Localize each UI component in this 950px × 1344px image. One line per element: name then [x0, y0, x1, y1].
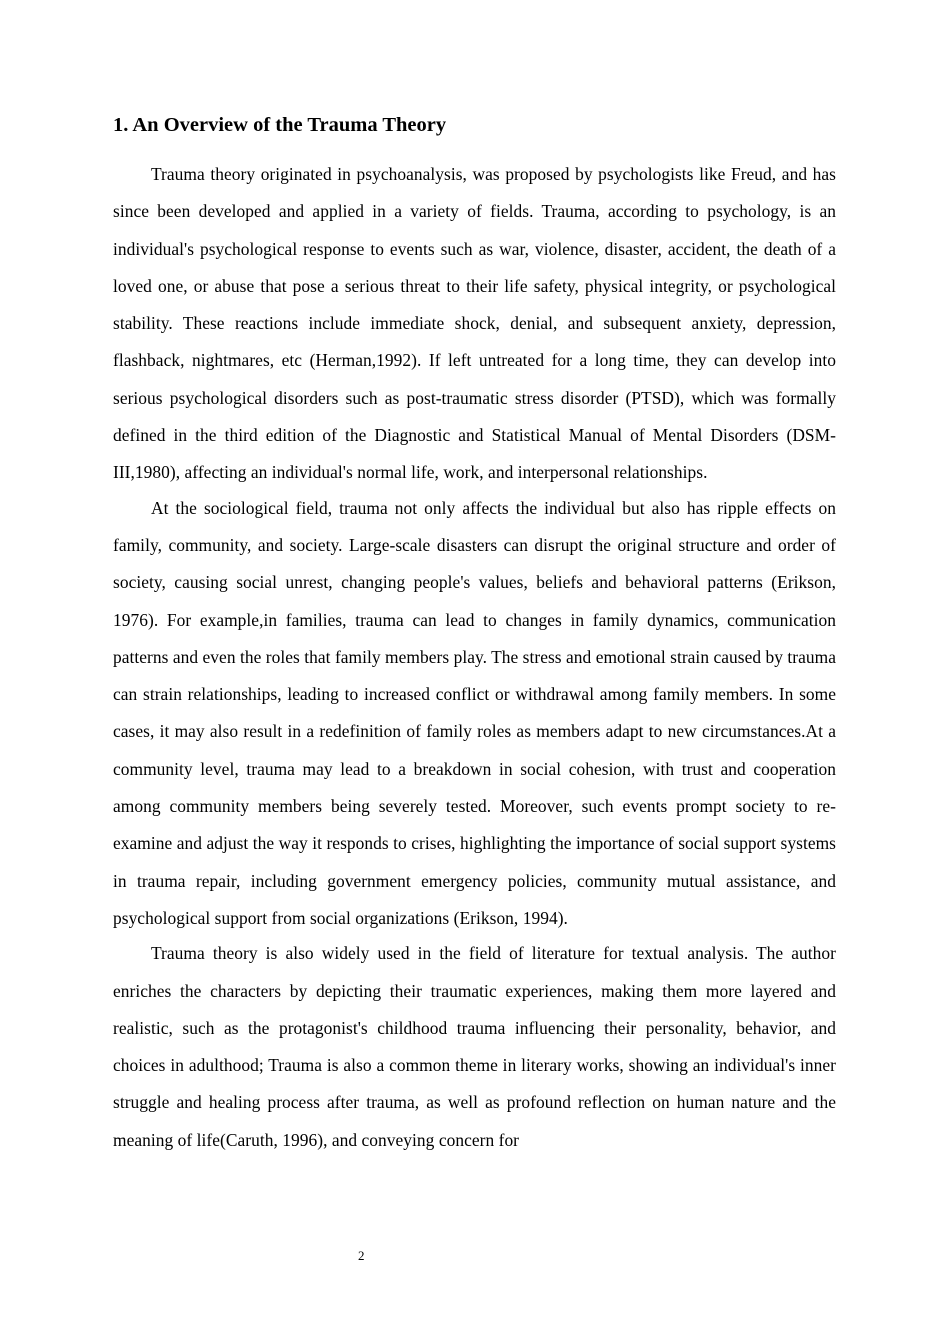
- page-number: 2: [358, 1248, 365, 1263]
- paragraph-trauma-psychology: Trauma theory originated in psychoanalysis, was proposed by psychologists like Freud, and has since been developed and applied in a variety of fields. Trauma, according to psychology, is an individual's psychological response to events such as war, violence, disaster, accident, the death of a loved one, or abuse that pose a serious threat to their life safety, physical integrity, or psychological stability. These reactions include immediate shock, denial, and subsequent anxiety, depression, flashback, nightmares, etc (Herman,1992). If left untreated for a long time, they can develop into serious psychological disorders such as post-traumatic stress disorder (PTSD), which was formally defined in the third edition of the Diagnostic and Statistical Manual of Mental Disorders (DSM-III,1980), affecting an individual's normal life, work, and interpersonal relationships.: [113, 164, 836, 483]
- paragraph-trauma-literature: Trauma theory is also widely used in the field of literature for textual analysis. The author enriches the characters by depicting their traumatic experiences, making them more layered and realistic, such as the protagonist's childhood trauma influencing their personality, behavior, and choices in adulthood; Trauma is also a common theme in literary works, showing an individual's inner struggle and healing process after trauma, as well as profound reflection on human nature and the meaning of life(Caruth, 1996), and conveying concern for: [113, 943, 836, 1150]
- paragraph-trauma-sociology: At the sociological field, trauma not only affects the individual but also has ripple effects on family, community, and society. Large-scale disasters can disrupt the original structure and order of society, causing social unrest, changing people's values, beliefs and behavioral patterns (Erikson, 1976). For example,in families, trauma can lead to changes in family dynamics, communication patterns and even the roles that family members play. The stress and emotional strain caused by trauma can strain relationships, leading to increased conflict or withdrawal among family members. In some cases, it may also result in a redefinition of family roles as members adapt to new circumstances.At a community level, trauma may lead to a breakdown in social cohesion, with trust and cooperation among community members being severely tested. Moreover, such events prompt society to re-examine and adjust the way it responds to crises, highlighting the importance of social support systems in trauma repair, including government emergency policies, community mutual assistance, and psychological support from social organizations (Erikson, 1994).: [113, 497, 836, 928]
- section-heading: 1. An Overview of the Trauma Theory: [113, 114, 447, 136]
- page-content: [113, 108, 836, 1159]
